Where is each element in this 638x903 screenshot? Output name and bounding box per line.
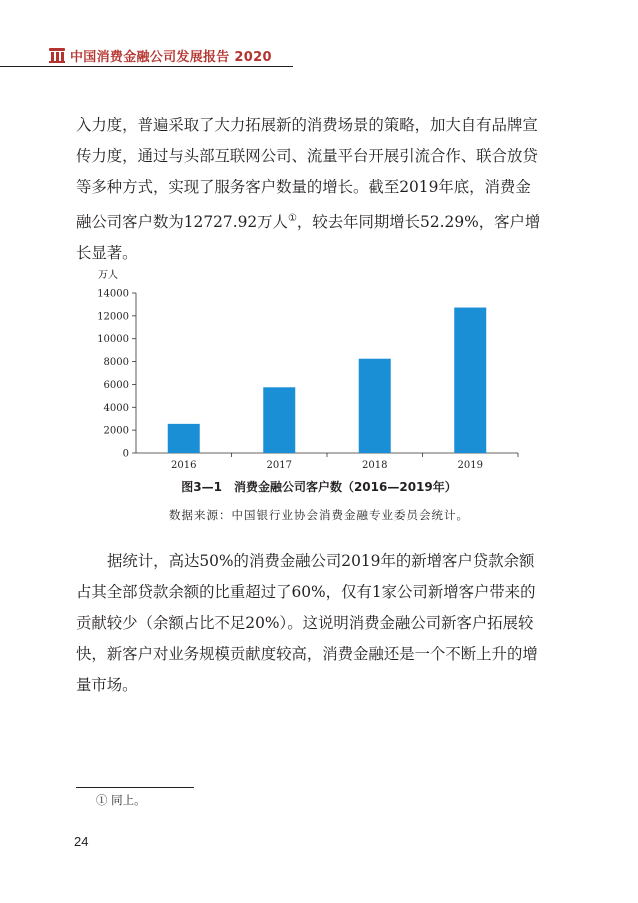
header-title: 中国消费金融公司发展报告 2020 — [70, 49, 272, 65]
bar-chart — [80, 262, 540, 482]
y-tick-label: 10000 — [97, 334, 129, 346]
footnote-rule — [76, 787, 194, 788]
page-number: 24 — [74, 834, 89, 849]
figure-caption: 图3—1 消费金融公司客户数（2016—2019年） — [181, 480, 457, 494]
bar-2019 — [454, 308, 486, 453]
figure-source: 数据来源：中国银行业协会消费金融专业委员会统计。 — [169, 508, 469, 522]
chart-svg — [80, 262, 540, 482]
y-unit-label: 万人 — [98, 270, 118, 281]
x-tick-label-2019: 2019 — [457, 460, 483, 471]
bar-2016 — [168, 424, 200, 453]
x-tick-label-2018: 2018 — [362, 460, 388, 471]
y-tick-label: 8000 — [103, 357, 129, 369]
header-rule — [0, 66, 293, 67]
y-tick-label: 0 — [122, 448, 129, 460]
footnote: ① 同上。 — [96, 793, 146, 807]
y-tick-label: 6000 — [103, 379, 129, 391]
logo-icon — [48, 46, 66, 64]
y-tick-label: 12000 — [97, 311, 129, 323]
x-tick-label-2017: 2017 — [266, 460, 292, 471]
x-tick-label-2016: 2016 — [171, 460, 197, 471]
footnote-marker: ① — [287, 213, 297, 224]
bar-2017 — [263, 387, 295, 453]
running-header — [48, 44, 272, 66]
y-tick-label: 14000 — [97, 288, 129, 300]
bar-2018 — [359, 359, 391, 453]
y-tick-label: 4000 — [103, 402, 129, 414]
body-paragraph-1: 入力度，普遍采取了大力拓展新的消费场景的策略，加大自有品牌宣传力度，通过与头部互联网公司、流量平台开展引流合作、联合放贷等多种方式，实现了服务客户数量的增长。截至2019年底，消费金融公司客户数为12727.92万人①，较去年同期增长52.29%，客户增长显著。 — [76, 116, 541, 263]
body-paragraph-2: 据统计，高达50%的消费金融公司2019年的新增客户贷款余额占其全部贷款余额的比重超过了60%，仅有1家公司新增客户带来的贡献较少（余额占比不足20%）。这说明消费金融公司新客户拓展较快，新客户对业务规模贡献度较高，消费金融还是一个不断上升的增量市场。 — [76, 552, 538, 694]
y-tick-label: 2000 — [103, 425, 129, 437]
